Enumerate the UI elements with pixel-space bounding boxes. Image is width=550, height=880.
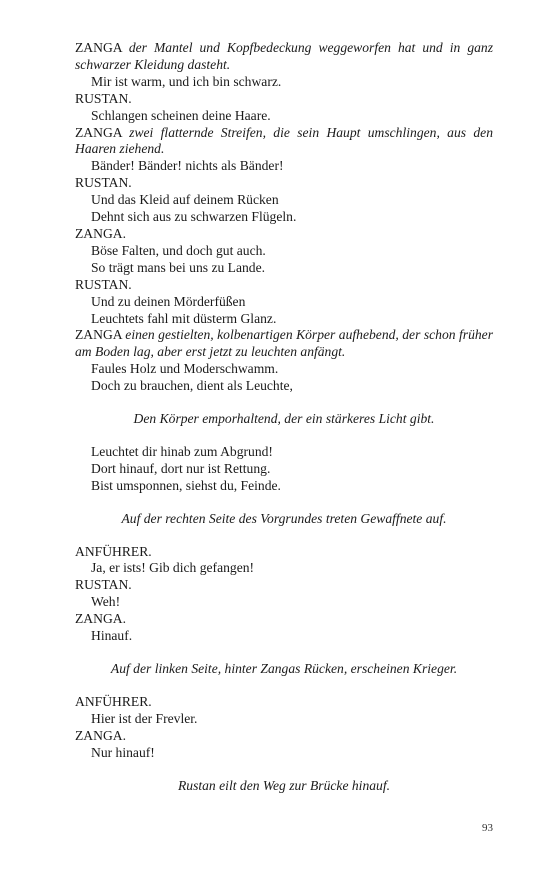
stage-direction-centered: Rustan eilt den Weg zur Brücke hinauf.	[177, 777, 391, 793]
verse-line: Böse Falten, und doch gut auch.	[91, 242, 266, 258]
speaker-name: RUSTAN.	[75, 90, 132, 106]
spacer	[75, 428, 493, 444]
speech-block	[75, 125, 493, 159]
speaker-name: ANFÜHRER.	[75, 693, 152, 709]
verse-line: Mir ist warm, und ich bin schwarz.	[91, 73, 282, 89]
stage-direction-centered: Auf der rechten Seite des Vorgrundes treten Gewaffnete auf.	[121, 510, 447, 526]
speech-lines	[75, 560, 493, 577]
speaker-name: RUSTAN.	[75, 276, 132, 292]
verse-line: Hier ist der Frevler.	[91, 710, 198, 726]
speech-block	[75, 175, 493, 192]
speech-block	[75, 544, 493, 561]
speech-lines	[75, 74, 493, 91]
stage-direction: zwei flatternde Streifen, die sein Haupt umschlingen, aus den Haaren ziehend.	[75, 124, 493, 157]
stage-direction: einen gestielten, kolbenartigen Körper aufhebend, der schon früher am Boden lag, aber erst jetzt zu leuchten anfängt.	[75, 327, 493, 360]
verse-line: Doch zu brauchen, dient als Leuchte,	[91, 378, 293, 394]
speaker-name: ZANGA	[75, 40, 122, 55]
stage-direction: der Mantel und Kopfbedeckung weggeworfen hat und in ganz schwarzer Kleidung dasteht.	[75, 40, 493, 72]
speaker-name: ZANGA.	[75, 611, 126, 627]
verse-line: Schlangen scheinen deine Haare.	[91, 107, 271, 123]
speaker-name: ZANGA	[75, 124, 122, 140]
speech-block	[75, 226, 493, 243]
verse-line: Nur hinauf!	[91, 744, 155, 760]
verse-line: Und das Kleid auf deinem Rücken	[91, 192, 279, 208]
verse-line: Und zu deinen Mörderfüßen	[91, 293, 246, 309]
verse-line: Dehnt sich aus zu schwarzen Flügeln.	[91, 209, 297, 225]
speech-block	[75, 40, 493, 74]
speaker-name: RUSTAN.	[75, 577, 132, 593]
verse-line: Leuchtet dir hinab zum Abgrund!	[91, 443, 273, 459]
speech-lines	[75, 361, 493, 395]
verse-line: Faules Holz und Moderschwamm.	[91, 361, 279, 377]
verse-line: Bänder! Bänder! nichts als Bänder!	[91, 158, 284, 174]
verse-line: Leuchtets fahl mit düsterm Glanz.	[91, 310, 277, 326]
speech-lines	[75, 192, 493, 226]
speaker-name: ZANGA	[75, 327, 122, 343]
spacer	[75, 528, 493, 544]
speech-block	[75, 277, 493, 294]
speech-lines	[75, 294, 493, 328]
stage-direction-centered: Den Körper emporhaltend, der ein stärkeres Licht gibt.	[133, 411, 435, 427]
spacer	[75, 645, 493, 661]
speech-lines	[75, 243, 493, 277]
spacer	[75, 395, 493, 411]
speech-block	[75, 611, 493, 628]
speech-block	[75, 694, 493, 711]
verse-line: Hinauf.	[91, 628, 133, 644]
spacer	[75, 495, 493, 511]
spacer	[75, 678, 493, 694]
verse-line: Dort hinauf, dort nur ist Rettung.	[91, 460, 271, 476]
speech-lines	[75, 628, 493, 645]
speech-block	[75, 91, 493, 108]
verse-line: So trägt mans bei uns zu Lande.	[91, 259, 266, 275]
page-number: 93	[482, 822, 493, 834]
speaker-name: ANFÜHRER.	[75, 543, 152, 559]
verse-line: Bist umsponnen, siehst du, Feinde.	[91, 477, 281, 493]
speaker-name: ZANGA.	[75, 225, 126, 241]
verse-line: Weh!	[91, 594, 121, 610]
speech-lines	[75, 158, 493, 175]
speech-block	[75, 728, 493, 745]
speaker-name: ZANGA.	[75, 727, 126, 743]
speech-block	[75, 577, 493, 594]
speaker-name: RUSTAN.	[75, 175, 132, 191]
spacer	[75, 762, 493, 778]
play-text	[75, 40, 493, 794]
speech-lines	[75, 711, 493, 728]
stage-direction-centered: Auf der linken Seite, hinter Zangas Rücken, erscheinen Krieger.	[110, 661, 458, 676]
speech-lines	[75, 745, 493, 762]
speech-lines	[75, 444, 493, 495]
speech-lines	[75, 108, 493, 125]
speech-block	[75, 327, 493, 361]
verse-line: Ja, er ists! Gib dich gefangen!	[91, 560, 255, 576]
speech-lines	[75, 594, 493, 611]
